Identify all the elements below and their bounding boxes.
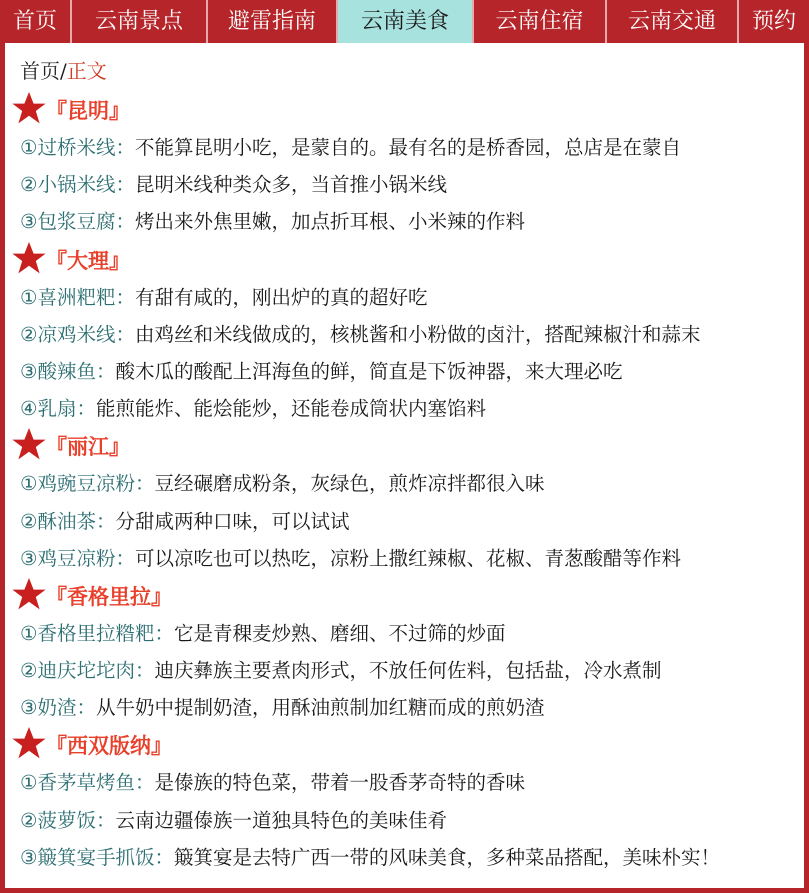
food-description: 酸木瓜的酸配上洱海鱼的鲜，简直是下饭神器，来大理必吃 [115,359,623,383]
food-item [14,540,799,577]
food-description: 它是青稞麦炒熟、磨细、不过筛的炒面 [173,621,506,645]
food-description: 能煎能炸、能烩能炒，还能卷成筒状内塞馅料 [95,397,486,421]
section-heading [14,241,799,279]
city-title: 『西双版纳』 [46,734,172,759]
star-icon [14,91,46,129]
food-description: 是傣族的特色菜，带着一股香茅奇特的香味 [154,771,525,795]
breadcrumb-current: 正文 [66,59,107,83]
food-item [14,652,799,689]
section-heading [14,726,799,764]
food-name: ③鸡豆凉粉： [20,546,135,570]
breadcrumb-home[interactable]: 首页 [20,59,60,83]
city-title: 『香格里拉』 [46,584,172,609]
food-item [14,279,799,316]
food-name: ③酸辣鱼： [20,359,116,383]
food-name: ②小锅米线： [20,173,135,197]
food-name: ③簸箕宴手抓饭： [20,845,174,869]
star-icon [14,577,46,615]
food-name: ②凉鸡米线： [20,322,135,346]
star-icon [14,241,46,279]
food-item [14,129,799,166]
city-title: 『昆明』 [46,99,130,123]
section-heading [14,577,799,615]
food-description: 可以凉吃也可以热吃，凉粉上撒红辣椒、花椒、青葱酸醋等作料 [134,546,681,570]
food-name: ①香茅草烤鱼： [20,771,155,795]
tab-yunnan-lodging[interactable]: 云南住宿 [474,0,607,43]
food-description: 豆经碾磨成粉条，灰绿色，煎炸凉拌都很入味 [154,472,545,496]
food-name: ④乳扇： [20,397,96,421]
star-icon [14,427,46,465]
breadcrumb [20,55,107,84]
food-item [14,689,799,726]
food-item [14,465,799,502]
city-title: 『丽江』 [46,435,130,460]
food-list [14,91,799,876]
food-name: ③奶渣： [20,696,96,720]
food-item [14,166,799,203]
tab-booking[interactable]: 预约 [751,9,796,34]
food-item [14,503,799,540]
food-name: ②酥油茶： [20,509,116,533]
section-heading [14,427,799,465]
food-item [14,615,799,652]
food-description: 从牛奶中提制奶渣，用酥油煎制加红糖而成的煎奶渣 [95,696,545,720]
food-item [14,764,799,801]
food-description: 云南边疆傣族一道独具特色的美味佳肴 [115,808,447,832]
top-nav [0,0,809,43]
food-description: 簸箕宴是去特广西一带的风味美食，多种菜品搭配，美味朴实！ [173,845,720,869]
food-description: 迪庆彝族主要煮肉形式，不放任何佐料，包括盐，冷水煮制 [154,659,662,683]
food-name: ②菠萝饭： [20,808,116,832]
tab-home[interactable]: 首页 [0,0,72,43]
food-name: ①鸡豌豆凉粉： [20,472,155,496]
food-name: ③包浆豆腐： [20,210,135,234]
breadcrumb-separator: / [60,59,67,83]
food-description: 不能算昆明小吃，是蒙自的。最有名的是桥香园，总店是在蒙自 [134,136,681,159]
food-name: ①喜洲粑粑： [20,285,135,309]
food-item [14,839,799,876]
food-item [14,802,799,839]
food-description: 分甜咸两种口味，可以试试 [115,509,350,533]
tab-yunnan-transport[interactable]: 云南交通 [607,0,739,43]
food-item [14,353,799,390]
food-description: 由鸡丝和米线做成的，核桃酱和小粉做的卤汁，搭配辣椒汁和蒜末 [134,322,701,346]
food-item [14,390,799,427]
tab-yunnan-attractions[interactable]: 云南景点 [72,0,208,43]
tab-pitfall-guide[interactable]: 避雷指南 [208,0,338,43]
star-icon [14,726,46,764]
tab-yunnan-food[interactable]: 云南美食 [338,0,474,43]
food-description: 有甜有咸的，刚出炉的真的超好吃 [134,285,428,309]
food-name: ②迪庆坨坨肉： [20,659,155,683]
food-description: 烤出来外焦里嫩，加点折耳根、小米辣的作料 [134,210,525,234]
food-name: ①过桥米线： [20,136,135,159]
food-item [14,316,799,353]
section-heading [14,91,799,129]
food-description: 昆明米线种类众多，当首推小锅米线 [134,173,447,197]
city-title: 『大理』 [46,248,130,273]
food-name: ①香格里拉糌粑： [20,621,174,645]
food-item [14,203,799,240]
